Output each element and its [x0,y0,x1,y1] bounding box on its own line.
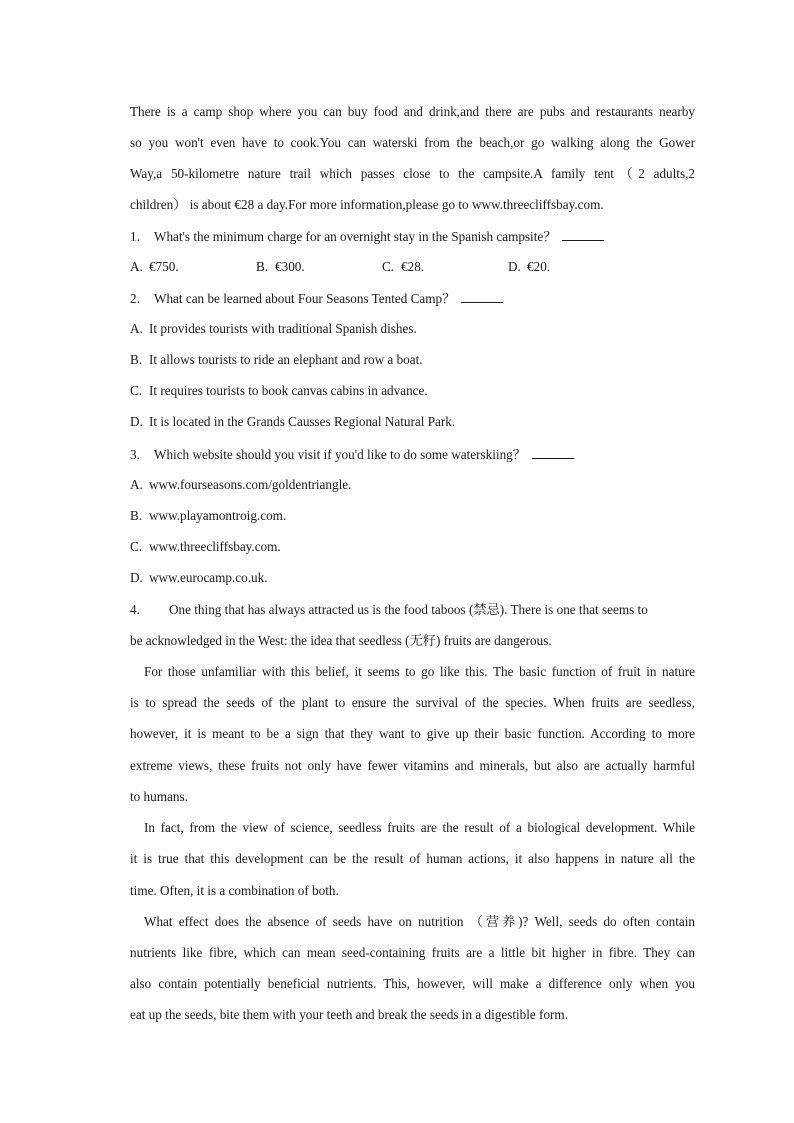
passage-line: children） is about €28 a day.For more information,please go to www.threecliffsbay.com. [130,197,604,212]
option-text: It is located in the Grands Causses Regional Natural Park. [149,414,456,429]
option-text: www.threecliffsbay.com. [149,539,281,554]
option-text: €750. [149,259,179,274]
passage-line: be acknowledged in the West: the idea that seedless (无籽) fruits are dangerous. [130,633,552,648]
question-number: 1. [130,229,140,244]
answer-blank[interactable] [461,288,503,303]
passage-line: For those unfamiliar with this belief, it seems to go like this. The basic function of fruit in nature [144,664,695,679]
option-text: It allows tourists to ride an elephant and row a boat. [149,352,423,367]
answer-blank[interactable] [532,444,574,459]
option-text: It provides tourists with traditional Spanish dishes. [149,321,417,336]
option-text: It requires tourists to book canvas cabins in advance. [149,383,428,398]
answer-blank[interactable] [562,226,604,241]
option-c[interactable] [130,381,695,401]
question-text: What can be learned about Four Seasons Tented Camp？ [154,291,456,306]
option-letter: D. [508,259,521,274]
question-number: 4. [130,602,140,617]
option-letter: A. [130,259,143,274]
option-d[interactable] [130,412,695,432]
option-letter: D. [130,570,143,585]
question-number: 3. [130,447,140,462]
options-row [130,257,695,277]
passage-line: eat up the seeds, bite them with your teeth and break the seeds in a digestible form. [130,1007,568,1022]
option-letter: D. [130,414,143,429]
passage-line: extreme views, these fruits not only have fewer vitamins and minerals, but also are actually harmful [130,758,695,773]
option-letter: B. [130,352,143,367]
passage-line: In fact, from the view of science, seedless fruits are the result of a biological development. While [144,820,695,835]
passage-line: however, it is meant to be a sign that they want to give up their basic function. According to more [130,726,695,741]
option-b[interactable] [130,506,695,526]
option-text: www.fourseasons.com/goldentriangle. [149,477,352,492]
option-text: €20. [527,259,551,274]
option-a[interactable] [130,319,695,339]
passage4-first-line [130,600,695,620]
passage-line: is to spread the seeds of the plant to ensure the survival of the species. When fruits are seedless, [130,695,695,710]
option-b[interactable] [130,350,695,370]
passage4-text: One thing that has always attracted us is the food taboos (禁忌). There is one that seems to [169,602,648,617]
option-c[interactable] [130,537,695,557]
option-text: www.eurocamp.co.uk. [149,570,268,585]
passage-line: Way,a 50-kilometre nature trail which passes close to the campsite.A family tent（2 adults,2 [130,166,695,181]
option-c[interactable] [382,257,424,277]
option-letter: C. [130,539,143,554]
option-d[interactable] [508,257,550,277]
option-a[interactable] [130,257,179,277]
option-d[interactable] [130,568,695,588]
option-letter: A. [130,477,143,492]
passage-line: also contain potentially beneficial nutrients. This, however, will make a difference only when you [130,976,695,991]
passage-line: time. Often, it is a combination of both. [130,883,339,898]
passage-line: it is true that this development can be the result of human actions, it also happens in nature all the [130,851,695,866]
question-text: Which website should you visit if you'd like to do some waterskiing？ [154,447,526,462]
option-b[interactable] [256,257,305,277]
passage-line: There is a camp shop where you can buy food and drink,and there are pubs and restaurants nearby [130,104,695,119]
passage-line: nutrients like fibre, which can mean seed-containing fruits are a little bit higher in fibre. They can [130,945,695,960]
question-number: 2. [130,291,140,306]
option-letter: C. [382,259,395,274]
option-text: €300. [275,259,305,274]
question-1 [130,226,695,246]
option-letter: A. [130,321,143,336]
passage-line: so you won't even have to cook.You can waterski from the beach,or go walking along the Gower [130,135,695,150]
question-text: What's the minimum charge for an overnight stay in the Spanish campsite？ [154,229,557,244]
option-letter: B. [130,508,143,523]
question-3 [130,444,695,464]
question-2 [130,288,695,308]
option-text: €28. [401,259,425,274]
passage-line: What effect does the absence of seeds have on nutrition （营养)? Well, seeds do often contain [144,914,695,929]
option-a[interactable] [130,475,695,495]
option-letter: C. [130,383,143,398]
option-text: www.playamontroig.com. [149,508,287,523]
option-letter: B. [256,259,269,274]
passage-line: to humans. [130,789,188,804]
